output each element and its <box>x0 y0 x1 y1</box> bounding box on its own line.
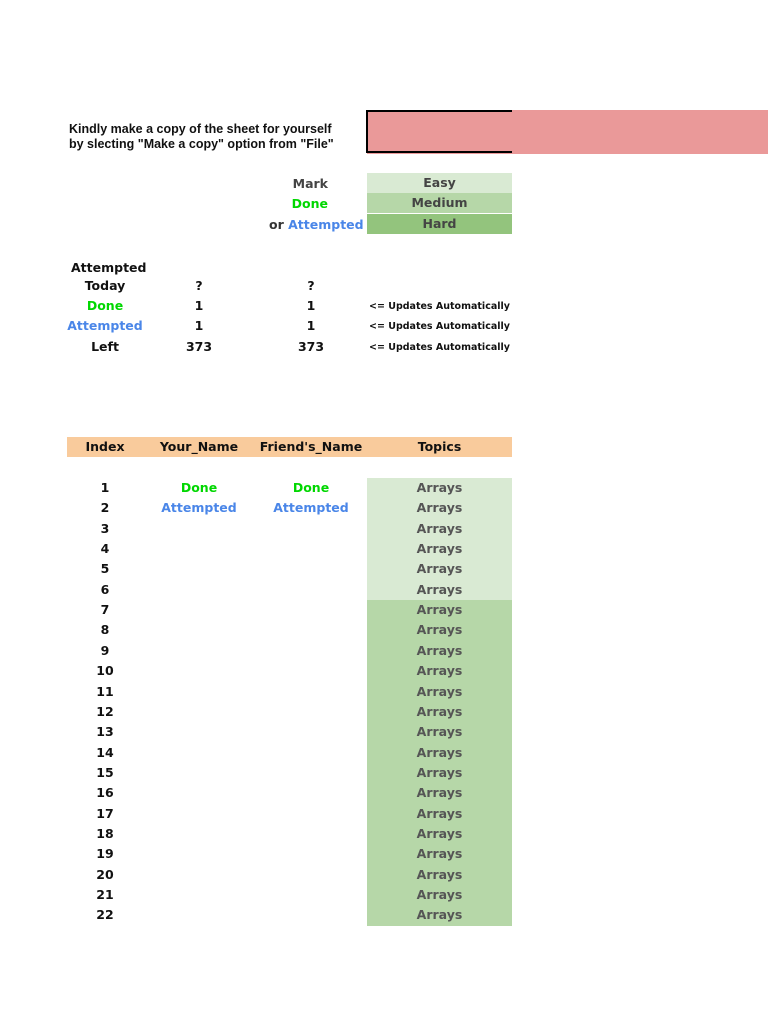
stats-today-label: Today <box>84 278 126 293</box>
row-your-status[interactable] <box>148 702 250 722</box>
table-row <box>67 743 512 763</box>
row-friend-status[interactable] <box>256 559 366 579</box>
header-your-name[interactable]: Your_Name <box>159 439 239 454</box>
row-your-status[interactable] <box>148 865 250 885</box>
row-friend-status[interactable] <box>256 641 366 661</box>
row-friend-status[interactable] <box>256 783 366 803</box>
stats-done-label: Done <box>86 298 124 313</box>
row-index[interactable]: 9 <box>100 642 110 658</box>
row-your-status[interactable] <box>148 722 250 742</box>
banner-selection-border <box>366 110 512 153</box>
row-index[interactable]: 2 <box>100 500 110 516</box>
row-your-status[interactable] <box>148 783 250 803</box>
row-friend-status[interactable] <box>256 702 366 722</box>
row-topic[interactable]: Arrays <box>367 600 512 621</box>
row-topic[interactable]: Arrays <box>367 559 512 580</box>
stats-attempted-label: Attempted <box>67 318 143 333</box>
row-topic[interactable]: Arrays <box>367 702 512 723</box>
row-topic[interactable]: Arrays <box>367 641 512 662</box>
legend-mark-label: Mark <box>292 176 328 191</box>
row-index[interactable]: 16 <box>96 785 114 801</box>
row-topic[interactable]: Arrays <box>367 743 512 764</box>
table-row <box>67 539 512 559</box>
row-topic[interactable]: Arrays <box>367 804 512 825</box>
row-your-status[interactable] <box>148 804 250 824</box>
table-row <box>67 865 512 885</box>
row-your-status[interactable] <box>148 559 250 579</box>
table-row <box>67 620 512 640</box>
instructions-line-2: by slecting "Make a copy" option from "File" <box>69 137 334 151</box>
row-index[interactable]: 6 <box>100 581 110 597</box>
row-your-status[interactable] <box>148 539 250 559</box>
table-row <box>67 905 512 925</box>
stats-left-friend: 373 <box>297 339 325 354</box>
row-index[interactable]: 13 <box>96 724 114 740</box>
row-friend-status[interactable] <box>256 865 366 885</box>
instructions-line-1: Kindly make a copy of the sheet for yourself <box>69 122 332 136</box>
header-index[interactable]: Index <box>85 439 125 454</box>
stats-done-you: 1 <box>194 298 204 313</box>
row-index[interactable]: 10 <box>96 663 114 679</box>
row-index[interactable]: 3 <box>100 520 110 536</box>
stats-done-note: <= Updates Automatically <box>369 301 510 312</box>
table-row <box>67 641 512 661</box>
table-row <box>67 478 512 498</box>
row-index[interactable]: 5 <box>100 561 110 577</box>
row-your-status[interactable] <box>148 905 250 925</box>
row-your-status[interactable] <box>148 519 250 539</box>
row-friend-status[interactable] <box>256 722 366 742</box>
row-index[interactable]: 17 <box>96 805 114 821</box>
row-your-status[interactable] <box>148 763 250 783</box>
legend-attempted-label: Attempted <box>288 217 364 232</box>
table-row <box>67 783 512 803</box>
row-topic[interactable]: Arrays <box>367 865 512 886</box>
row-index[interactable]: 18 <box>96 825 114 841</box>
row-friend-status[interactable] <box>256 682 366 702</box>
legend-or-attempted <box>269 217 364 232</box>
row-friend-status[interactable] <box>256 600 366 620</box>
row-index[interactable]: 7 <box>100 602 110 618</box>
row-friend-status[interactable]: Attempted <box>273 500 349 516</box>
row-topic[interactable]: Arrays <box>367 539 512 560</box>
table-row <box>67 885 512 905</box>
row-your-status[interactable] <box>148 743 250 763</box>
row-your-status[interactable] <box>148 600 250 620</box>
row-topic[interactable]: Arrays <box>367 478 512 499</box>
row-your-status[interactable] <box>148 661 250 681</box>
table-row <box>67 804 512 824</box>
row-topic[interactable]: Arrays <box>367 580 512 601</box>
row-topic[interactable]: Arrays <box>367 498 512 519</box>
stats-attempted-you: 1 <box>194 318 204 333</box>
table-row <box>67 844 512 864</box>
legend-easy: Easy <box>367 173 512 193</box>
row-friend-status[interactable] <box>256 580 366 600</box>
row-index[interactable]: 14 <box>96 744 114 760</box>
row-friend-status[interactable] <box>256 743 366 763</box>
row-topic[interactable]: Arrays <box>367 620 512 641</box>
row-topic[interactable]: Arrays <box>367 722 512 743</box>
stats-left-you: 373 <box>185 339 213 354</box>
stats-attempted-friend: 1 <box>306 318 316 333</box>
row-your-status[interactable] <box>148 641 250 661</box>
row-topic[interactable]: Arrays <box>367 844 512 865</box>
row-your-status[interactable] <box>148 580 250 600</box>
row-index[interactable]: 1 <box>100 480 110 495</box>
stats-attempted-title: Attempted <box>71 260 147 275</box>
header-friends-name[interactable]: Friend's_Name <box>259 439 363 454</box>
row-topic[interactable]: Arrays <box>367 519 512 540</box>
legend-hard: Hard <box>367 214 512 234</box>
row-topic[interactable]: Arrays <box>367 905 512 926</box>
row-index[interactable]: 12 <box>96 703 114 719</box>
table-row <box>67 824 512 844</box>
table-row <box>67 559 512 579</box>
table-row <box>67 661 512 681</box>
row-index[interactable]: 21 <box>96 887 114 902</box>
table-row <box>67 763 512 783</box>
table-row <box>67 702 512 722</box>
row-topic[interactable]: Arrays <box>367 885 512 906</box>
table-row <box>67 519 512 539</box>
row-your-status[interactable] <box>148 620 250 640</box>
row-friend-status[interactable] <box>256 763 366 783</box>
row-your-status[interactable] <box>148 824 250 844</box>
stats-today-you: ? <box>195 278 203 293</box>
row-friend-status[interactable] <box>256 885 366 905</box>
row-your-status[interactable] <box>148 844 250 864</box>
table-row <box>67 722 512 742</box>
row-friend-status[interactable] <box>256 620 366 640</box>
row-index[interactable]: 11 <box>96 683 114 699</box>
table-row <box>67 600 512 620</box>
legend-or-label: or <box>269 217 284 232</box>
row-topic[interactable]: Arrays <box>367 763 512 784</box>
row-topic[interactable]: Arrays <box>367 824 512 845</box>
row-index[interactable]: 4 <box>100 541 110 557</box>
stats-attempted-note: <= Updates Automatically <box>369 321 510 332</box>
row-topic[interactable]: Arrays <box>367 661 512 682</box>
row-friend-status[interactable]: Done <box>292 480 330 495</box>
instructions <box>69 122 359 152</box>
row-index[interactable]: 19 <box>96 846 114 862</box>
table-row <box>67 682 512 702</box>
row-friend-status[interactable] <box>256 519 366 539</box>
row-friend-status[interactable] <box>256 905 366 925</box>
row-topic[interactable]: Arrays <box>367 682 512 703</box>
legend-done-label: Done <box>291 196 328 211</box>
row-index[interactable]: 22 <box>96 907 114 923</box>
row-friend-status[interactable] <box>256 824 366 844</box>
row-friend-status[interactable] <box>256 844 366 864</box>
row-index[interactable]: 15 <box>96 764 114 780</box>
stats-left-note: <= Updates Automatically <box>369 342 510 353</box>
row-your-status[interactable]: Attempted <box>161 500 237 516</box>
row-topic[interactable]: Arrays <box>367 783 512 804</box>
table-row <box>67 580 512 600</box>
row-your-status[interactable]: Done <box>180 480 218 495</box>
row-friend-status[interactable] <box>256 539 366 559</box>
row-index[interactable]: 8 <box>100 622 110 638</box>
stats-done-friend: 1 <box>306 298 316 313</box>
row-your-status[interactable] <box>148 885 250 905</box>
row-friend-status[interactable] <box>256 661 366 681</box>
table-row <box>67 498 512 518</box>
header-topics[interactable]: Topics <box>417 439 462 454</box>
stats-left-label: Left <box>91 339 119 354</box>
row-your-status[interactable] <box>148 682 250 702</box>
legend-medium: Medium <box>367 193 512 213</box>
row-index[interactable]: 20 <box>96 866 114 882</box>
row-friend-status[interactable] <box>256 804 366 824</box>
stats-today-friend: ? <box>307 278 315 293</box>
